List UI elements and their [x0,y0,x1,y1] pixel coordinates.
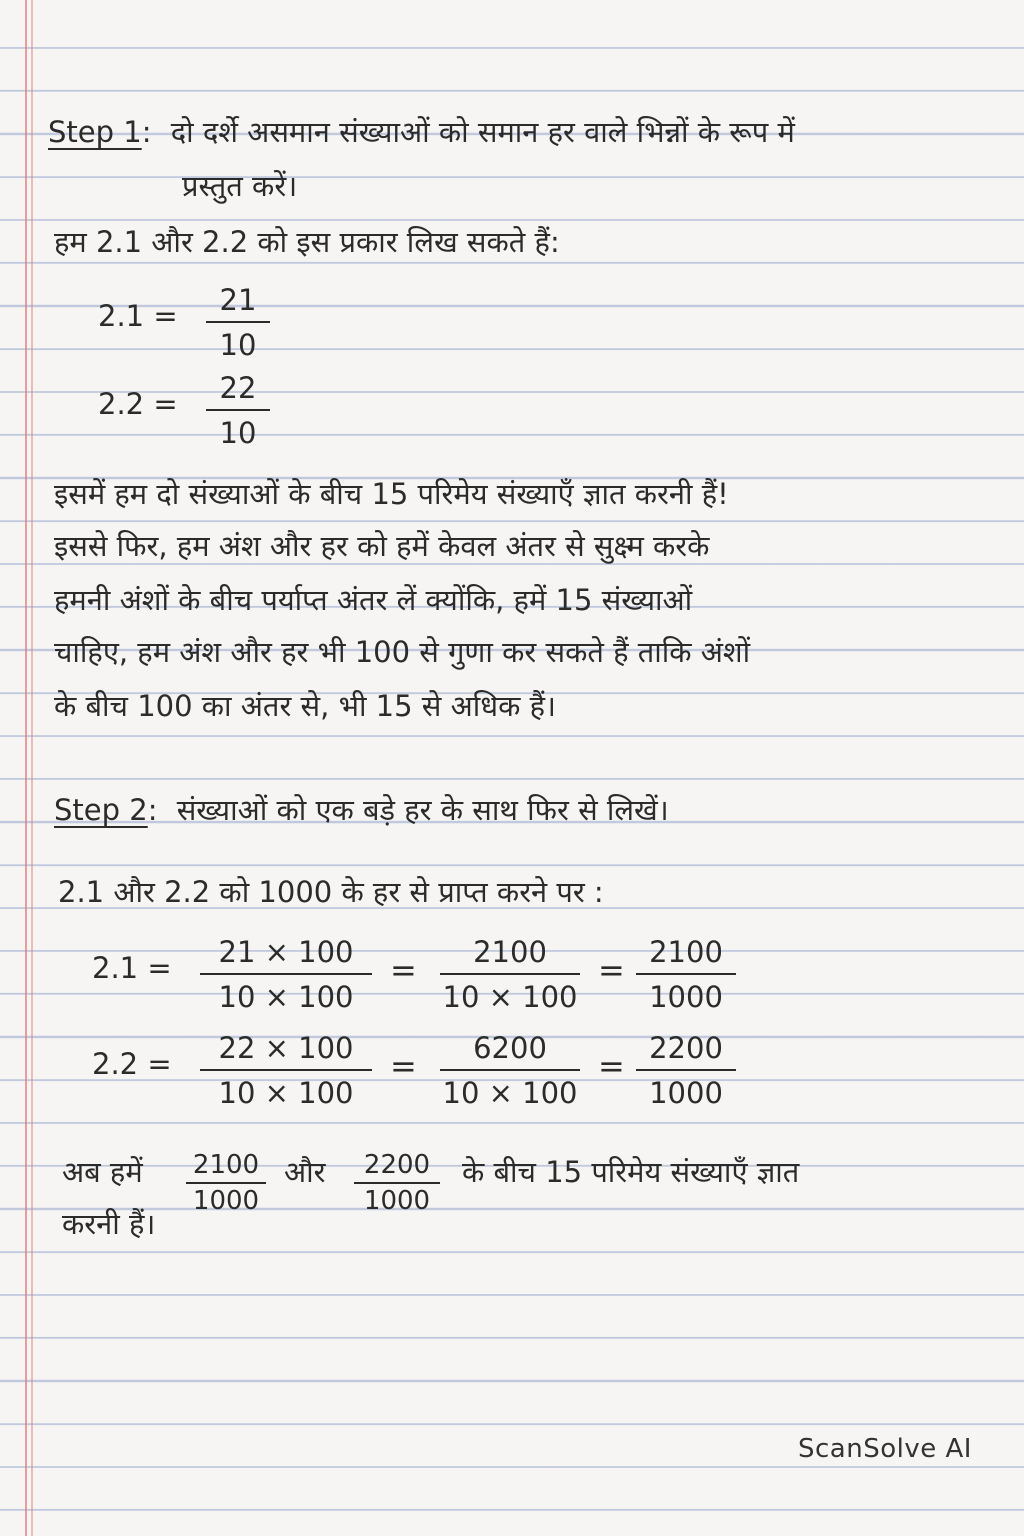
denominator: 10 × 100 [218,980,354,1014]
fraction-bar [186,1182,266,1184]
intro-line-2: 2.1 और 2.2 को 1000 के हर से प्राप्त करने पर : [58,875,604,909]
numerator: 2100 [473,935,547,969]
equation-d-lhs: 2.2 = [92,1047,172,1081]
numerator: 2200 [649,1031,723,1065]
denominator: 10 × 100 [442,1076,578,1110]
fraction-bar [206,409,270,411]
fraction-bar [440,973,580,975]
fraction-bar [440,1069,580,1071]
equation-c-lhs: 2.1 = [92,951,172,985]
numerator: 2100 [192,1150,260,1180]
para2-word: के बीच 15 परिमेय संख्याएँ ज्ञात [462,1155,800,1189]
para2-line2: करनी हैं। [62,1207,156,1241]
numerator: 22 [219,371,257,405]
numerator: 2200 [363,1150,431,1180]
denominator: 1000 [192,1186,260,1216]
fraction-22x100-10x100 [200,1031,372,1110]
denominator: 1000 [363,1186,431,1216]
para1-line: के बीच 100 का अंतर से, भी 15 से अधिक हैं। [54,689,557,723]
fraction-22-10 [206,371,270,450]
intro-line-1: हम 2.1 और 2.2 को इस प्रकार लिख सकते हैं: [54,225,560,259]
denominator: 10 [219,416,257,450]
equals-sign: = [390,1047,417,1085]
brand-watermark: ScanSolve AI [798,1434,972,1464]
fraction-bar [354,1182,440,1184]
step1-label: Step 1 [48,115,142,149]
step2-sep: : [147,793,158,827]
numerator: 21 × 100 [218,935,354,969]
fraction-2200-1000 [636,1031,736,1110]
fraction-bar [200,973,372,975]
step2-text: संख्याओं को एक बड़े हर के साथ फिर से लिखें। [176,793,669,827]
denominator: 1000 [649,980,723,1014]
fraction-2100-10x100 [440,935,580,1014]
para1-line: इसमें हम दो संख्याओं के बीच 15 परिमेय संख्याएँ ज्ञात करनी हैं! [54,477,729,511]
fraction-21-10 [206,283,270,362]
numerator: 2100 [649,935,723,969]
numerator: 6200 [473,1031,547,1065]
fraction-21x100-10x100 [200,935,372,1014]
fraction-2200-1000-inline [354,1152,440,1214]
step1-text-line1: दो दर्शे असमान संख्याओं को समान हर वाले भिन्नों के रूप में [170,115,795,149]
fraction-bar [200,1069,372,1071]
para1-line: इससे फिर, हम अंश और हर को हमें केवल अंतर से सुक्ष्म करके [54,529,710,563]
equation-a-lhs: 2.1 = [98,299,178,333]
para2-word: अब हमें [62,1155,143,1189]
fraction-2100-1000-inline [186,1152,266,1214]
step1-sep: : [141,115,152,149]
margin-line [31,0,33,1536]
equation-b-lhs: 2.2 = [98,387,178,421]
numerator: 22 × 100 [218,1031,354,1065]
denominator: 1000 [649,1076,723,1110]
numerator: 21 [219,283,257,317]
fraction-bar [206,321,270,323]
margin-line [25,0,27,1536]
denominator: 10 [219,328,257,362]
equals-sign: = [390,951,417,989]
denominator: 10 × 100 [442,980,578,1014]
fraction-bar [636,973,736,975]
para1-line: हमनी अंशों के बीच पर्याप्त अंतर लें क्योंकि, हमें 15 संख्याओं [54,583,693,617]
para1-line: चाहिए, हम अंश और हर भी 100 से गुणा कर सकते हैं ताकि अंशों [54,635,751,669]
fraction-6200-10x100 [440,1031,580,1110]
equals-sign: = [598,1047,625,1085]
step1-text-line2: प्रस्तुत करें। [182,169,298,203]
step2-label: Step 2 [54,793,148,827]
denominator: 10 × 100 [218,1076,354,1110]
step1-heading [48,115,795,149]
step2-heading [54,793,669,827]
equals-sign: = [598,951,625,989]
fraction-bar [636,1069,736,1071]
fraction-2100-1000 [636,935,736,1014]
para2-word: और [284,1155,326,1189]
